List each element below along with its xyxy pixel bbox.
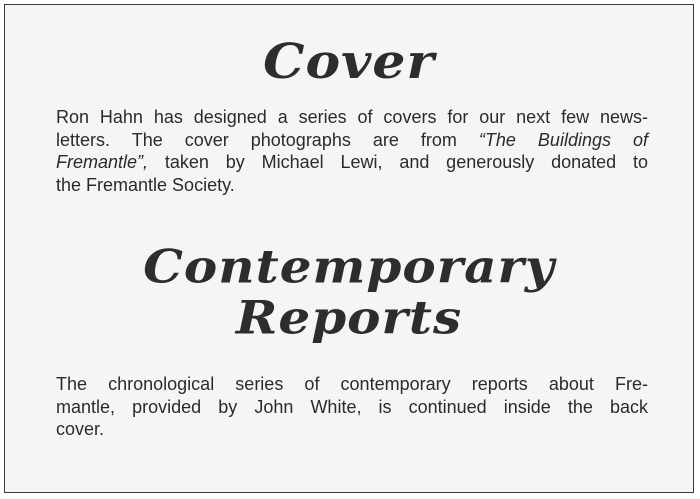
cover-paragraph-line-2: [56, 129, 648, 152]
reports-paragraph-line-1: The chronological series of contemporary reports about Fre-: [56, 374, 648, 394]
cover-paragraph-line-1: Ron Hahn has designed a series of covers for our next few news-: [56, 107, 648, 127]
book-title-part-2: Fremantle”,: [56, 152, 149, 172]
cover-text: letters. The cover photographs are from: [56, 129, 479, 150]
reports-paragraph-line-2: mantle, provided by John White, is continued inside the back: [56, 396, 648, 417]
cover-paragraph-line-3: [56, 151, 648, 174]
cover-heading: Cover: [263, 34, 435, 91]
newsletter-page: [4, 4, 694, 493]
reports-paragraph-line-3: cover.: [56, 419, 105, 439]
cover-paragraph-line-4: the Fremantle Society.: [56, 174, 235, 195]
reports-paragraph: [56, 373, 648, 441]
cover-text: taken by Michael Lewi, and generously donated to: [148, 152, 648, 172]
book-title-part-1: “The Buildings of: [478, 129, 648, 150]
reports-heading-line-1: Contemporary: [143, 239, 555, 294]
cover-paragraph: [56, 106, 648, 196]
reports-heading-line-2: Reports: [235, 290, 463, 345]
